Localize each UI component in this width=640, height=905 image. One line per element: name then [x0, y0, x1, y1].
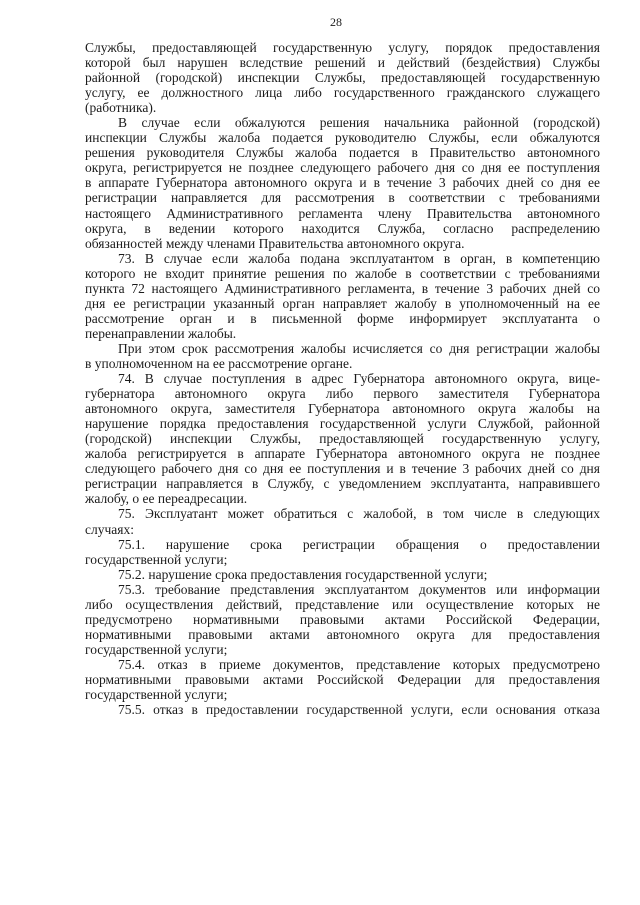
text-line: в уполномоченном на ее рассмотрение органе. — [85, 355, 353, 371]
document-body — [85, 40, 600, 717]
text-line: губернатора автономного округа либо первого заместителя Губернатора — [85, 386, 600, 402]
text-line: случаях: — [85, 521, 134, 537]
text-line: дня ее регистрации указанный орган направляет жалобу в уполномоченный на ее — [85, 295, 600, 311]
text-line: услугу, ее должностного лица либо государственного гражданского служащего — [85, 85, 600, 101]
page-number: 28 — [330, 15, 342, 29]
text-line: 75.3. требование представления эксплуатантом документов или информации — [118, 581, 600, 597]
paragraph-73 — [85, 251, 600, 341]
text-line: нормативными правовыми актами Российской Федерации для предоставления — [85, 671, 600, 687]
text-line: 75.5. отказ в предоставлении государственной услуги, если основания отказа — [118, 702, 600, 718]
text-line: решения руководителя Службы жалоба подается в Правительство автономного — [85, 145, 600, 161]
item-75-3 — [85, 582, 600, 657]
text-line: В случае если обжалуются решения начальника районной (городской) — [118, 115, 600, 131]
text-line: 75.2. нарушение срока предоставления государственной услуги; — [118, 566, 488, 582]
paragraph-75 — [85, 506, 600, 536]
item-75-5 — [85, 702, 600, 717]
text-line: автономного округа, заместителя Губернатора автономного округа жалобы на — [85, 401, 600, 417]
text-line: перенаправлении жалобы. — [85, 325, 237, 341]
text-line: регистрации направляется для рассмотрения в соответствии с требованиями — [85, 190, 600, 206]
text-line: округа, регистрируется не позднее следующего рабочего дня со дня ее поступления — [85, 160, 600, 176]
text-line: регистрации направляется в Службу, с уведомлением эксплуатанта, направившего — [85, 476, 600, 492]
text-line: государственной услуги; — [85, 551, 228, 567]
paragraph-74 — [85, 371, 600, 506]
text-line: нарушение порядка предоставления государственной услуги Службой, районной — [85, 416, 600, 432]
text-line: следующего рабочего дня со дня ее поступления и в течение 3 рабочих дней со дня — [85, 461, 600, 477]
text-line: рассмотрение орган и в письменной форме информирует эксплуатанта о — [85, 310, 600, 326]
text-line: жалоба регистрируется в аппарате Губернатора автономного округа не позднее — [85, 446, 600, 462]
text-line: 74. В случае поступления в адрес Губернатора автономного округа, вице- — [118, 371, 600, 387]
text-line: 73. В случае если жалоба подана эксплуатантом в орган, в компетенцию — [118, 250, 600, 266]
text-line: округа, в ведении которого находится Служба, согласно распределению — [85, 220, 600, 236]
text-line: Службы, предоставляющей государственную услугу, порядок предоставления — [85, 40, 600, 55]
text-line: пункта 72 настоящего Административного регламента, в течение 3 рабочих дней со — [85, 280, 600, 296]
text-line: (городской) инспекции Службы, предоставляющей государственную услугу, — [85, 431, 600, 447]
text-line: обязанностей между членами Правительства автономного округа. — [85, 235, 465, 251]
text-line: государственной услуги; — [85, 687, 228, 703]
item-75-4 — [85, 657, 600, 702]
text-line: в аппарате Губернатора автономного округа и в течение 3 рабочих дней со дня ее — [85, 175, 600, 191]
text-line: районной (городской) инспекции Службы, предоставляющей государственную — [85, 70, 600, 86]
text-line: настоящего Административного регламента члену Правительства автономного — [85, 205, 600, 221]
text-line: которой был нарушен вследствие решений и действий (бездействия) Службы — [85, 55, 600, 71]
paragraph-review-term — [85, 341, 600, 371]
text-line: нормативными правовыми актами автономного округа для предоставления — [85, 626, 600, 642]
text-line: 75.1. нарушение срока регистрации обращения о предоставлении — [118, 536, 600, 552]
paragraph-continuation — [85, 40, 600, 115]
text-line: При этом срок рассмотрения жалобы исчисляется со дня регистрации жалобы — [118, 340, 600, 356]
item-75-2 — [85, 567, 600, 582]
text-line: 75. Эксплуатант может обратиться с жалобой, в том числе в следующих — [118, 506, 600, 522]
text-line: предусмотрено нормативными правовыми актами Российской Федерации, — [85, 611, 600, 627]
text-line: которого не входит принятие решения по жалобе в соответствии с требованиями — [85, 265, 600, 281]
text-line: жалобу, о ее переадресации. — [85, 491, 248, 507]
paragraph-appeal-routing — [85, 115, 600, 250]
text-line: (работника). — [85, 100, 157, 116]
text-line: 75.4. отказ в приеме документов, представление которых предусмотрено — [118, 656, 600, 672]
text-line: государственной услуги; — [85, 641, 228, 657]
text-line: либо осуществления действий, представление или осуществление которых не — [85, 596, 600, 612]
text-line: инспекции Службы жалоба подается руководителю Службы, если обжалуются — [85, 130, 600, 146]
item-75-1 — [85, 537, 600, 567]
